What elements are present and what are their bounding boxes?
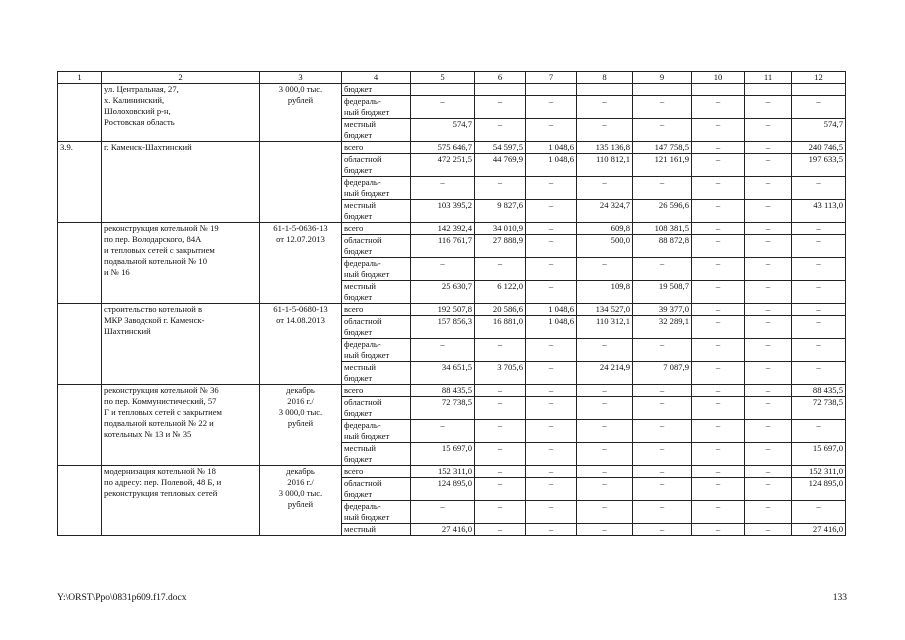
value-cell: – <box>411 339 475 362</box>
value-cell: – <box>475 385 526 397</box>
document-ref <box>260 142 342 223</box>
header-cell: 9 <box>633 72 692 84</box>
value-cell: – <box>692 501 745 524</box>
value-cell: – <box>526 466 577 478</box>
table-row <box>58 84 846 96</box>
funding-source: всего <box>342 223 411 235</box>
item-number <box>58 385 102 466</box>
value-cell: 110 312,1 <box>577 316 633 339</box>
value-cell: 19 508,7 <box>633 281 692 304</box>
value-cell: – <box>745 258 792 281</box>
value-cell: – <box>745 200 792 223</box>
value-cell: 1 048,6 <box>526 304 577 316</box>
value-cell: 192 507,8 <box>411 304 475 316</box>
value-cell <box>411 84 475 96</box>
value-cell: – <box>577 177 633 200</box>
page-number: 133 <box>832 593 847 603</box>
item-number: 3.9. <box>58 142 102 223</box>
value-cell: – <box>692 397 745 420</box>
value-cell: 9 827,6 <box>475 200 526 223</box>
value-cell: 135 136,8 <box>577 142 633 154</box>
value-cell: – <box>633 466 692 478</box>
value-cell: – <box>745 119 792 142</box>
value-cell: – <box>577 443 633 466</box>
value-cell: 109,8 <box>577 281 633 304</box>
value-cell: – <box>692 258 745 281</box>
value-cell: – <box>526 397 577 420</box>
value-cell: – <box>475 177 526 200</box>
value-cell: 54 597,5 <box>475 142 526 154</box>
value-cell <box>526 84 577 96</box>
value-cell: – <box>475 339 526 362</box>
value-cell: – <box>633 339 692 362</box>
value-cell: – <box>526 385 577 397</box>
value-cell: 157 856,3 <box>411 316 475 339</box>
value-cell: – <box>633 478 692 501</box>
value-cell: 88 435,5 <box>411 385 475 397</box>
value-cell <box>633 84 692 96</box>
footer-file-path: Y:\ORST\Ppo\0831p609.f17.docx <box>57 593 187 603</box>
value-cell: – <box>526 235 577 258</box>
value-cell: 26 596,6 <box>633 200 692 223</box>
table-body <box>58 72 846 536</box>
value-cell: – <box>692 223 745 235</box>
value-cell: 72 738,5 <box>411 397 475 420</box>
header-cell: 2 <box>102 72 260 84</box>
value-cell: – <box>526 119 577 142</box>
value-cell: – <box>745 142 792 154</box>
value-cell: – <box>475 478 526 501</box>
value-cell: – <box>692 235 745 258</box>
value-cell: – <box>526 443 577 466</box>
funding-source: областной бюджет <box>342 235 411 258</box>
value-cell: – <box>526 200 577 223</box>
value-cell: 121 161,9 <box>633 154 692 177</box>
value-cell: 43 113,0 <box>792 200 846 223</box>
value-cell: – <box>475 258 526 281</box>
funding-source: федераль- ный бюджет <box>342 96 411 119</box>
value-cell: – <box>792 258 846 281</box>
value-cell: – <box>526 478 577 501</box>
value-cell: 7 087,9 <box>633 362 692 385</box>
funding-source: всего <box>342 466 411 478</box>
value-cell <box>792 84 846 96</box>
value-cell: 124 895,0 <box>792 478 846 501</box>
value-cell: 609,8 <box>577 223 633 235</box>
value-cell: – <box>411 501 475 524</box>
value-cell: – <box>692 339 745 362</box>
header-cell: 8 <box>577 72 633 84</box>
value-cell: 574,7 <box>411 119 475 142</box>
value-cell: – <box>692 177 745 200</box>
value-cell: – <box>577 524 633 536</box>
header-cell: 1 <box>58 72 102 84</box>
value-cell: – <box>475 397 526 420</box>
value-cell: 20 586,6 <box>475 304 526 316</box>
value-cell: 27 888,9 <box>475 235 526 258</box>
header-cell: 6 <box>475 72 526 84</box>
value-cell: – <box>475 119 526 142</box>
value-cell: – <box>633 420 692 443</box>
value-cell: – <box>633 258 692 281</box>
value-cell: – <box>577 258 633 281</box>
value-cell <box>692 84 745 96</box>
value-cell: – <box>692 119 745 142</box>
value-cell: 27 416,0 <box>411 524 475 536</box>
value-cell: – <box>745 466 792 478</box>
value-cell: – <box>526 362 577 385</box>
object-name: реконструкция котельной № 19 по пер. Володарского, 84А и тепловых сетей с закрытием подвальной котельной № 10 и № 16 <box>102 223 260 304</box>
funding-source: областной бюджет <box>342 397 411 420</box>
value-cell: – <box>692 524 745 536</box>
value-cell: 152 311,0 <box>411 466 475 478</box>
value-cell: – <box>577 119 633 142</box>
value-cell: 15 697,0 <box>411 443 475 466</box>
value-cell: 6 122,0 <box>475 281 526 304</box>
value-cell: 39 377,0 <box>633 304 692 316</box>
header-cell: 7 <box>526 72 577 84</box>
funding-source: местный бюджет <box>342 281 411 304</box>
value-cell: – <box>577 501 633 524</box>
funding-source: местный <box>342 524 411 536</box>
value-cell: 72 738,5 <box>792 397 846 420</box>
value-cell: – <box>633 397 692 420</box>
value-cell: 103 395,2 <box>411 200 475 223</box>
value-cell: 142 392,4 <box>411 223 475 235</box>
value-cell: – <box>526 177 577 200</box>
value-cell: – <box>745 304 792 316</box>
item-number <box>58 304 102 385</box>
value-cell: – <box>526 339 577 362</box>
value-cell: – <box>633 524 692 536</box>
header-cell: 10 <box>692 72 745 84</box>
document-ref: декабрь 2016 г./ 3 000,0 тыс. рублей <box>260 385 342 466</box>
value-cell: – <box>526 96 577 119</box>
document-ref: 3 000,0 тыс. рублей <box>260 84 342 142</box>
document-ref: декабрь 2016 г./ 3 000,0 тыс. рублей <box>260 466 342 536</box>
item-number <box>58 223 102 304</box>
value-cell: – <box>475 524 526 536</box>
value-cell: – <box>745 223 792 235</box>
budget-table <box>57 71 846 536</box>
funding-source: федераль- ный бюджет <box>342 339 411 362</box>
value-cell: 575 646,7 <box>411 142 475 154</box>
value-cell: – <box>692 466 745 478</box>
value-cell: – <box>411 96 475 119</box>
value-cell: 16 881,0 <box>475 316 526 339</box>
value-cell: – <box>745 177 792 200</box>
document-ref: 61-1-5-0636-13 от 12.07.2013 <box>260 223 342 304</box>
value-cell: – <box>792 223 846 235</box>
value-cell: 34 010,9 <box>475 223 526 235</box>
value-cell: – <box>745 281 792 304</box>
value-cell: – <box>792 281 846 304</box>
value-cell: 124 895,0 <box>411 478 475 501</box>
object-name: г. Каменск-Шахтинский <box>102 142 260 223</box>
funding-source: всего <box>342 304 411 316</box>
value-cell: 152 311,0 <box>792 466 846 478</box>
value-cell: – <box>692 316 745 339</box>
document-ref: 61-1-5-0680-13 от 14.08.2013 <box>260 304 342 385</box>
value-cell <box>745 84 792 96</box>
value-cell: – <box>475 96 526 119</box>
value-cell: – <box>745 235 792 258</box>
value-cell: 24 324,7 <box>577 200 633 223</box>
item-number <box>58 84 102 142</box>
funding-source: федераль- ный бюджет <box>342 501 411 524</box>
funding-source: областной бюджет <box>342 478 411 501</box>
funding-source: местный бюджет <box>342 362 411 385</box>
value-cell: – <box>692 385 745 397</box>
header-cell: 4 <box>342 72 411 84</box>
value-cell: – <box>526 501 577 524</box>
value-cell: – <box>411 420 475 443</box>
value-cell: – <box>692 304 745 316</box>
value-cell: 27 416,0 <box>792 524 846 536</box>
object-name: строительство котельной в МКР Заводской г. Каменск- Шахтинский <box>102 304 260 385</box>
value-cell: – <box>577 397 633 420</box>
value-cell: – <box>411 177 475 200</box>
object-name: модернизация котельной № 18 по адресу: пер. Полевой, 48 Б, и реконструкция тепловых сетей <box>102 466 260 536</box>
value-cell: – <box>745 362 792 385</box>
value-cell: – <box>633 96 692 119</box>
value-cell: – <box>692 443 745 466</box>
funding-source: местный бюджет <box>342 119 411 142</box>
value-cell: – <box>633 385 692 397</box>
object-name: ул. Центральная, 27, х. Калининский, Шолоховский р-н, Ростовская область <box>102 84 260 142</box>
value-cell: – <box>526 524 577 536</box>
value-cell: – <box>633 119 692 142</box>
value-cell: 116 761,7 <box>411 235 475 258</box>
funding-source: федераль- ный бюджет <box>342 177 411 200</box>
value-cell: 472 251,5 <box>411 154 475 177</box>
value-cell: – <box>633 501 692 524</box>
funding-source: всего <box>342 385 411 397</box>
table-row <box>58 142 846 154</box>
header-cell: 12 <box>792 72 846 84</box>
value-cell: – <box>633 443 692 466</box>
value-cell <box>475 84 526 96</box>
table-row <box>58 223 846 235</box>
value-cell <box>577 84 633 96</box>
table-row <box>58 466 846 478</box>
value-cell: – <box>633 177 692 200</box>
value-cell: – <box>792 501 846 524</box>
funding-source: бюджет <box>342 84 411 96</box>
value-cell: 134 527,0 <box>577 304 633 316</box>
value-cell: – <box>792 177 846 200</box>
value-cell: – <box>792 96 846 119</box>
value-cell: – <box>745 385 792 397</box>
value-cell: – <box>526 420 577 443</box>
value-cell: – <box>745 501 792 524</box>
value-cell: 1 048,6 <box>526 154 577 177</box>
item-number <box>58 466 102 536</box>
value-cell: 32 289,1 <box>633 316 692 339</box>
value-cell: – <box>475 501 526 524</box>
value-cell: – <box>745 420 792 443</box>
value-cell: – <box>792 362 846 385</box>
header-cell: 5 <box>411 72 475 84</box>
value-cell: – <box>475 466 526 478</box>
value-cell: – <box>577 420 633 443</box>
value-cell: 147 758,5 <box>633 142 692 154</box>
value-cell: – <box>745 154 792 177</box>
value-cell: – <box>692 420 745 443</box>
value-cell: 574,7 <box>792 119 846 142</box>
value-cell: – <box>745 339 792 362</box>
value-cell: 3 705,6 <box>475 362 526 385</box>
value-cell: 44 769,9 <box>475 154 526 177</box>
value-cell: 1 048,6 <box>526 142 577 154</box>
value-cell: – <box>792 316 846 339</box>
table-row <box>58 385 846 397</box>
value-cell: – <box>526 258 577 281</box>
value-cell: – <box>692 281 745 304</box>
value-cell: – <box>792 339 846 362</box>
value-cell: – <box>411 258 475 281</box>
value-cell: 197 633,5 <box>792 154 846 177</box>
value-cell: 88 872,8 <box>633 235 692 258</box>
value-cell: – <box>692 154 745 177</box>
value-cell: – <box>745 316 792 339</box>
value-cell: 500,0 <box>577 235 633 258</box>
value-cell: – <box>745 478 792 501</box>
value-cell: – <box>526 223 577 235</box>
value-cell: – <box>792 304 846 316</box>
value-cell: – <box>792 235 846 258</box>
value-cell: 34 651,5 <box>411 362 475 385</box>
value-cell: 25 630,7 <box>411 281 475 304</box>
funding-source: всего <box>342 142 411 154</box>
value-cell: 15 697,0 <box>792 443 846 466</box>
value-cell: – <box>692 362 745 385</box>
value-cell: – <box>577 478 633 501</box>
value-cell: – <box>745 524 792 536</box>
header-cell: 3 <box>260 72 342 84</box>
value-cell: – <box>745 96 792 119</box>
value-cell: – <box>577 339 633 362</box>
value-cell: – <box>745 397 792 420</box>
object-name: реконструкция котельной № 36 по пер. Коммунистический, 57 Г и тепловых сетей с закрытием подвальной котельной № 22 и котельных № 13 и № 35 <box>102 385 260 466</box>
value-cell: – <box>692 96 745 119</box>
value-cell: – <box>475 443 526 466</box>
value-cell: – <box>577 96 633 119</box>
value-cell: – <box>577 385 633 397</box>
header-cell: 11 <box>745 72 792 84</box>
value-cell: 1 048,6 <box>526 316 577 339</box>
funding-source: федераль- ный бюджет <box>342 420 411 443</box>
value-cell: 24 214,9 <box>577 362 633 385</box>
funding-source: местный бюджет <box>342 443 411 466</box>
header-row <box>58 72 846 84</box>
value-cell: – <box>577 466 633 478</box>
value-cell: – <box>692 478 745 501</box>
value-cell: – <box>526 281 577 304</box>
funding-source: областной бюджет <box>342 316 411 339</box>
value-cell: 88 435,5 <box>792 385 846 397</box>
funding-source: областной бюджет <box>342 154 411 177</box>
value-cell: – <box>692 200 745 223</box>
value-cell: 108 381,5 <box>633 223 692 235</box>
value-cell: – <box>475 420 526 443</box>
value-cell: 240 746,5 <box>792 142 846 154</box>
funding-source: федераль- ный бюджет <box>342 258 411 281</box>
value-cell: – <box>792 420 846 443</box>
value-cell: – <box>745 443 792 466</box>
table-row <box>58 304 846 316</box>
funding-source: местный бюджет <box>342 200 411 223</box>
value-cell: 110 812,1 <box>577 154 633 177</box>
value-cell: – <box>692 142 745 154</box>
